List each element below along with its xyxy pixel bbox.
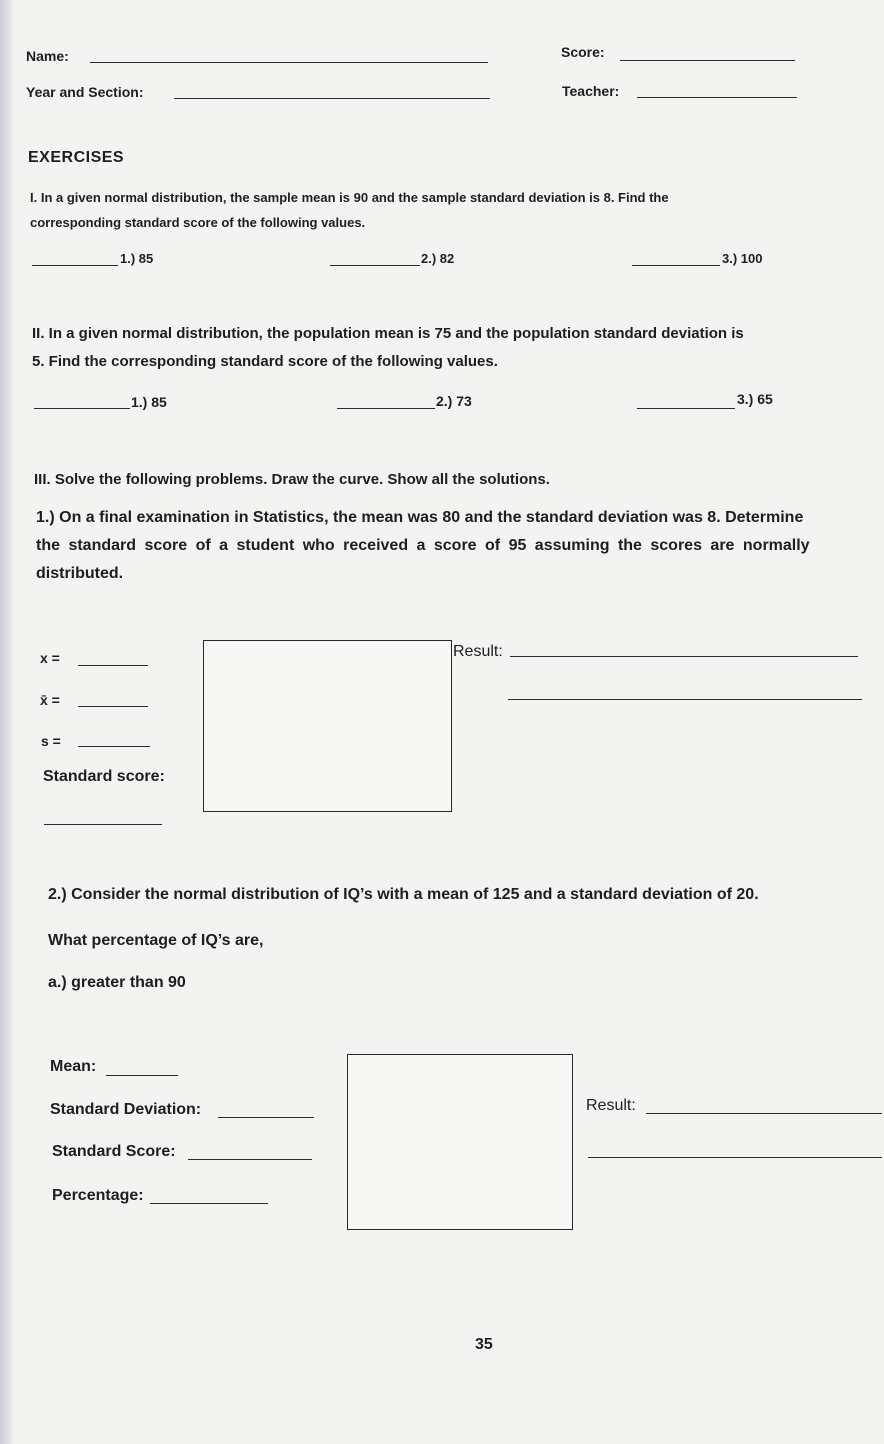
year-section-blank[interactable]	[174, 98, 490, 99]
page-number: 35	[475, 1336, 493, 1353]
x-label: x =	[40, 650, 60, 666]
part1-answer-blank-2[interactable]	[330, 265, 420, 266]
s-label: s =	[41, 733, 61, 749]
result-label-2: Result:	[586, 1097, 636, 1114]
exercises-title: EXERCISES	[28, 149, 125, 166]
problem2-line2: What percentage of IQ’s are,	[48, 932, 264, 949]
part2-instruction-line2: 5. Find the corresponding standard score of the following values.	[32, 353, 498, 370]
part2-answer-blank-1[interactable]	[34, 408, 130, 409]
part1-item-2: 2.) 82	[421, 251, 455, 266]
part2-item-2: 2.) 73	[436, 393, 472, 409]
year-section-label: Year and Section:	[26, 84, 144, 100]
part2-instruction-line1: II. In a given normal distribution, the population mean is 75 and the population standard deviation is	[32, 325, 744, 342]
part3-instruction: III. Solve the following problems. Draw the curve. Show all the solutions.	[34, 471, 550, 488]
part2-answer-blank-3[interactable]	[637, 408, 735, 409]
standard-deviation-label: Standard Deviation:	[50, 1101, 202, 1118]
xbar-label: x̄ =	[40, 692, 60, 708]
problem2-line3: a.) greater than 90	[48, 974, 186, 991]
part1-instruction-line2: corresponding standard score of the following values.	[30, 215, 366, 230]
percentage-blank[interactable]	[150, 1203, 268, 1204]
result-blank-1b[interactable]	[508, 699, 862, 700]
part2-item-1: 1.) 85	[131, 394, 167, 410]
standard-score-label: Standard score:	[43, 768, 165, 785]
teacher-label: Teacher:	[562, 83, 620, 99]
result-blank-2b[interactable]	[588, 1157, 882, 1158]
part1-answer-blank-1[interactable]	[32, 265, 118, 266]
problem1-line3: distributed.	[36, 565, 124, 582]
part2-item-3: 3.) 65	[737, 391, 773, 407]
score-label: Score:	[561, 44, 605, 60]
standard-score-blank[interactable]	[44, 824, 162, 825]
problem2-standard-score-blank[interactable]	[188, 1159, 312, 1160]
problem2-standard-score-label: Standard Score:	[52, 1143, 176, 1160]
part1-item-3: 3.) 100	[722, 251, 763, 266]
problem1-line1: 1.) On a final examination in Statistics, the mean was 80 and the standard deviation was 8. Determine	[36, 509, 804, 526]
result-blank-1a[interactable]	[510, 656, 858, 657]
mean-label: Mean:	[50, 1058, 97, 1075]
result-blank-2a[interactable]	[646, 1113, 882, 1114]
mean-blank[interactable]	[106, 1075, 178, 1076]
part1-instruction-line1: I. In a given normal distribution, the sample mean is 90 and the sample standard deviation is 8. Find the	[30, 190, 669, 205]
curve-drawing-box-1[interactable]	[203, 640, 452, 812]
standard-deviation-blank[interactable]	[218, 1117, 314, 1118]
part1-answer-blank-3[interactable]	[632, 265, 720, 266]
page-binding-edge	[0, 0, 14, 1444]
problem1-line2: the standard score of a student who received a score of 95 assuming the scores are normally	[36, 537, 810, 554]
part2-answer-blank-2[interactable]	[337, 408, 435, 409]
x-blank[interactable]	[78, 665, 148, 666]
s-blank[interactable]	[78, 746, 150, 747]
part1-item-1: 1.) 85	[120, 251, 154, 266]
result-label-1: Result:	[453, 643, 503, 660]
percentage-label: Percentage:	[52, 1187, 144, 1204]
teacher-blank[interactable]	[637, 97, 797, 98]
name-label: Name:	[26, 48, 69, 64]
name-blank[interactable]	[90, 62, 488, 63]
problem2-line1: 2.) Consider the normal distribution of IQ’s with a mean of 125 and a standard deviation of 20.	[48, 886, 759, 903]
xbar-blank[interactable]	[78, 706, 148, 707]
curve-drawing-box-2[interactable]	[347, 1054, 573, 1230]
score-blank[interactable]	[620, 60, 795, 61]
